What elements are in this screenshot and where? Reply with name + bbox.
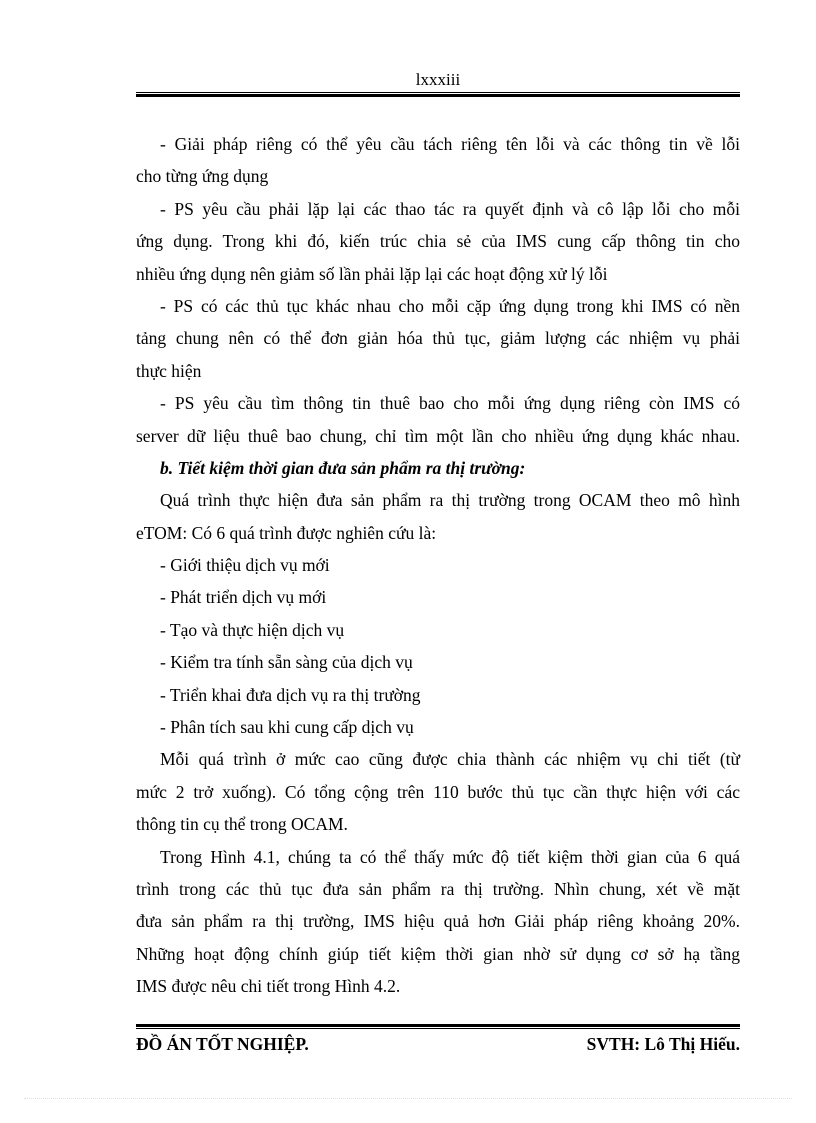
page-edge-divider (24, 1098, 792, 1099)
text-line: - PS có các thủ tục khác nhau cho mỗi cặp ứng dụng trong khi IMS có nền (160, 295, 740, 316)
page-number: lxxxiii (415, 70, 461, 89)
text-line: ứng dụng. Trong khi đó, kiến trúc chia sẻ của IMS cung cấp thông tin cho (136, 231, 740, 252)
text-line: Những hoạt động chính giúp tiết kiệm thời gian nhờ sử dụng cơ sở hạ tầng (136, 943, 740, 964)
list-item: - Phát triển dịch vụ mới (160, 587, 327, 608)
list-item: - Giới thiệu dịch vụ mới (160, 555, 330, 576)
text-line: tảng chung nên có thể đơn giản hóa thủ tục, giảm lượng các nhiệm vụ phải (136, 328, 740, 349)
text-line: thông tin cụ thể trong OCAM. (136, 814, 348, 835)
list-item: - Kiểm tra tính sẵn sàng của dịch vụ (160, 652, 413, 673)
text-line: nhiều ứng dụng nên giảm số lần phải lặp lại các hoạt động xử lý lỗi (136, 263, 608, 284)
text-line: - PS yêu cầu tìm thông tin thuê bao cho mỗi ứng dụng riêng còn IMS có (160, 393, 740, 414)
text-line: Quá trình thực hiện đưa sản phẩm ra thị trường trong OCAM theo mô hình (160, 490, 740, 511)
page-footer (136, 1034, 740, 1055)
text-line: server dữ liệu thuê bao chung, chỉ tìm một lần cho nhiều ứng dụng khác nhau. (136, 425, 740, 446)
section-heading: b. Tiết kiệm thời gian đưa sản phẩm ra thị trường: (160, 457, 526, 478)
text-line: trình trong các thủ tục đưa sản phẩm ra thị trường. Nhìn chung, xét về mặt (136, 878, 740, 899)
text-line: Mỗi quá trình ở mức cao cũng được chia thành các nhiệm vụ chi tiết (từ (160, 749, 740, 770)
text-line: - Giải pháp riêng có thể yêu cầu tách riêng tên lỗi và các thông tin về lỗi (160, 134, 740, 154)
list-item: - Triển khai đưa dịch vụ ra thị trường (160, 684, 421, 705)
list-item: - Tạo và thực hiện dịch vụ (160, 619, 345, 640)
footer-right: SVTH: Lô Thị Hiếu. (586, 1034, 740, 1054)
text-line: thực hiện (136, 360, 202, 381)
text-line: - PS yêu cầu phải lặp lại các thao tác ra quyết định và cô lập lỗi cho mỗi (160, 198, 740, 219)
text-line: Trong Hình 4.1, chúng ta có thể thấy mức độ tiết kiệm thời gian của 6 quá (160, 846, 740, 867)
text-line: eTOM: Có 6 quá trình được nghiên cứu là: (136, 522, 437, 543)
list-item: - Phân tích sau khi cung cấp dịch vụ (160, 717, 414, 738)
text-line: cho từng ứng dụng (136, 166, 269, 187)
text-line: đưa sản phẩm ra thị trường, IMS hiệu quả hơn Giải pháp riêng khoảng 20%. (136, 911, 740, 932)
text-line: IMS được nêu chi tiết trong Hình 4.2. (136, 976, 401, 997)
body-text (136, 128, 740, 1003)
footer-left: ĐỒ ÁN TỐT NGHIỆP. (136, 1034, 309, 1054)
text-line: mức 2 trở xuống). Có tổng cộng trên 110 bước thủ tục cần thực hiện với các (136, 781, 740, 802)
footer-rule (136, 1024, 740, 1029)
header-rule (136, 92, 740, 97)
